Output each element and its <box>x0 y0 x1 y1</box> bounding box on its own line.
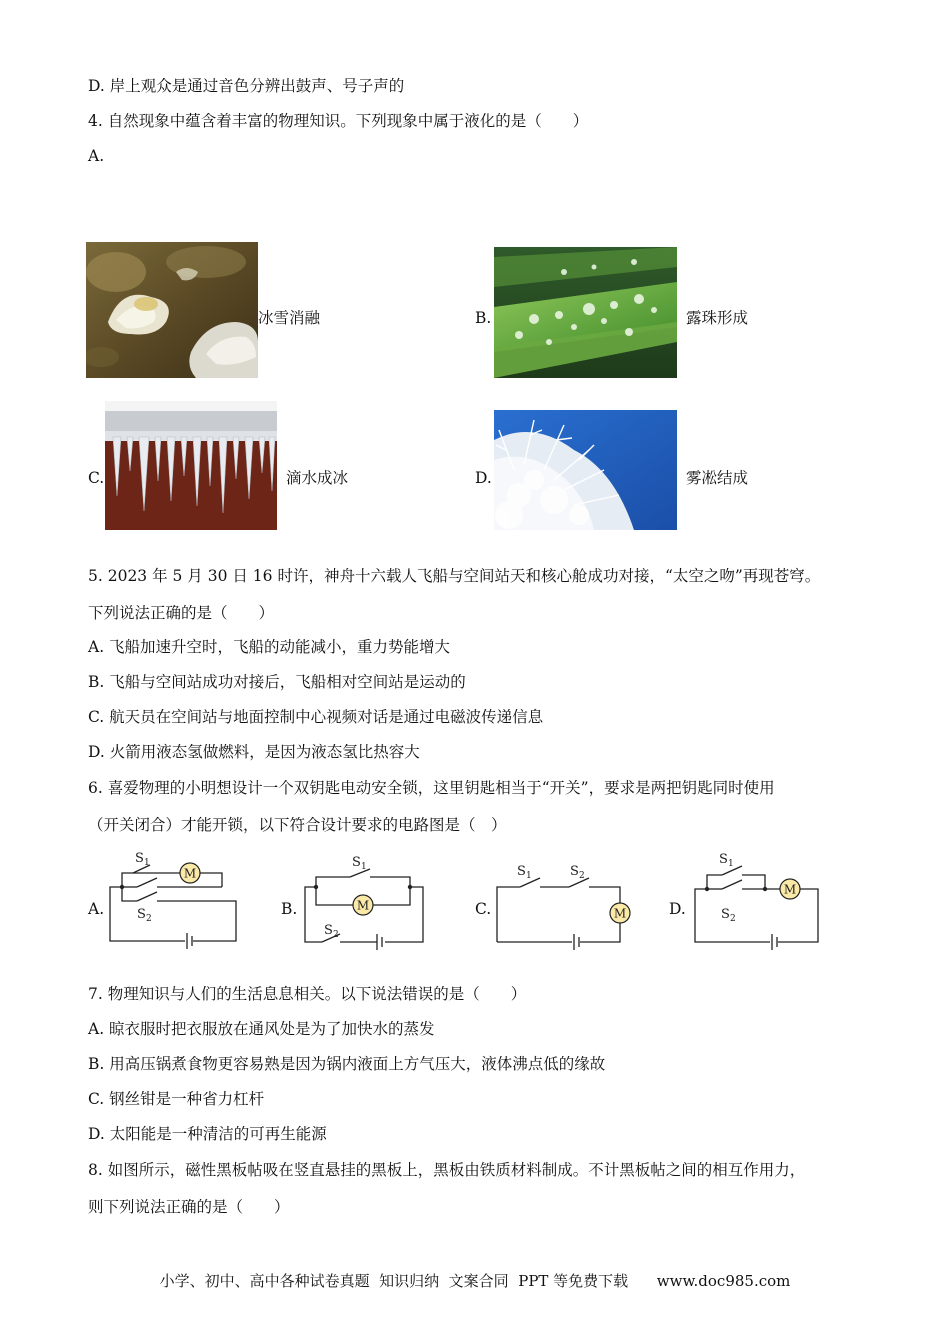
q3-option-d: D. 岸上观众是通过音色分辨出鼓声、号子声的 <box>88 77 405 95</box>
switch-label: S <box>135 851 144 866</box>
switch-label: S <box>352 855 361 870</box>
q7-option-b: B. 用高压锅煮食物更容易熟是因为锅内液面上方气压大，液体沸点低的缘故 <box>88 1055 606 1073</box>
q6-label-c: C. <box>475 900 492 918</box>
motor-label: M <box>356 898 370 913</box>
q5-stem-1: 5. 2023 年 5 月 30 日 16 时许，神舟十六载人飞船与空间站天和核心舱成功对接，“太空之吻”再现苍穹。 <box>88 567 821 585</box>
rime-image <box>494 410 677 530</box>
switch-subscript: 2 <box>333 930 339 940</box>
circuit-diagram-a <box>105 845 245 950</box>
q4-caption-a: 冰雪消融 <box>258 309 321 327</box>
q4-caption-c: 滴水成冰 <box>286 469 349 487</box>
q4-label-a: A. <box>88 147 105 165</box>
switch-subscript: 1 <box>728 859 734 869</box>
switch-subscript: 2 <box>730 914 736 924</box>
q5-option-a: A. 飞船加速升空时，飞船的动能减小，重力势能增大 <box>88 638 451 656</box>
switch-label: S <box>570 864 579 879</box>
page-footer: 小学、初中、高中各种试卷真题 知识归纳 文案合同 PPT 等免费下载 www.doc985.com <box>159 1272 791 1290</box>
circuit-diagram-d <box>690 845 825 950</box>
circuit-diagram-b <box>300 845 430 950</box>
switch-subscript: 1 <box>526 871 532 881</box>
q7-stem: 7. 物理知识与人们的生活息息相关。以下说法错误的是（ ） <box>88 985 527 1003</box>
ice-melting-image <box>86 242 258 378</box>
q4-caption-b: 露珠形成 <box>686 309 749 327</box>
switch-label: S <box>137 907 146 922</box>
motor-label: M <box>183 866 197 881</box>
q6-label-a: A. <box>88 900 105 918</box>
q5-stem-2: 下列说法正确的是（ ） <box>88 604 275 622</box>
motor-label: M <box>783 882 797 897</box>
q8-stem-1: 8. 如图所示，磁性黑板帖吸在竖直悬挂的黑板上，黑板由铁质材料制成。不计黑板帖之间的相互作用力， <box>88 1161 806 1179</box>
q8-stem-2: 则下列说法正确的是（ ） <box>88 1198 290 1216</box>
q4-stem: 4. 自然现象中蕴含着丰富的物理知识。下列现象中属于液化的是（ ） <box>88 112 589 130</box>
switch-label: S <box>517 864 526 879</box>
q6-label-b: B. <box>281 900 298 918</box>
q5-option-d: D. 火箭用液态氢做燃料，是因为液态氢比热容大 <box>88 743 420 761</box>
q6-label-d: D. <box>669 900 686 918</box>
q5-option-c: C. 航天员在空间站与地面控制中心视频对话是通过电磁波传递信息 <box>88 708 544 726</box>
dew-drops-image <box>494 247 677 378</box>
switch-subscript: 2 <box>579 871 585 881</box>
icicles-image <box>105 401 277 530</box>
switch-label: S <box>721 907 730 922</box>
switch-subscript: 2 <box>146 914 152 924</box>
q6-stem-1: 6. 喜爱物理的小明想设计一个双钥匙电动安全锁，这里钥匙相当于“开关”，要求是两把钥匙同时使用 <box>88 779 775 797</box>
q4-caption-d: 雾凇结成 <box>686 469 749 487</box>
switch-subscript: 1 <box>144 858 150 868</box>
switch-label: S <box>324 923 333 938</box>
q7-option-d: D. 太阳能是一种清洁的可再生能源 <box>88 1125 327 1143</box>
switch-subscript: 1 <box>361 862 367 872</box>
switch-label: S <box>719 852 728 867</box>
q7-option-c: C. 钢丝钳是一种省力杠杆 <box>88 1090 265 1108</box>
q4-label-c: C. <box>88 469 105 487</box>
circuit-diagram-c <box>492 845 632 950</box>
q6-stem-2: （开关闭合）才能开锁，以下符合设计要求的电路图是（ ） <box>88 816 507 834</box>
q7-option-a: A. 晾衣服时把衣服放在通风处是为了加快水的蒸发 <box>88 1020 435 1038</box>
q4-label-d: D. <box>475 469 492 487</box>
q4-label-b: B. <box>475 309 492 327</box>
motor-label: M <box>613 906 627 921</box>
q5-option-b: B. 飞船与空间站成功对接后，飞船相对空间站是运动的 <box>88 673 466 691</box>
